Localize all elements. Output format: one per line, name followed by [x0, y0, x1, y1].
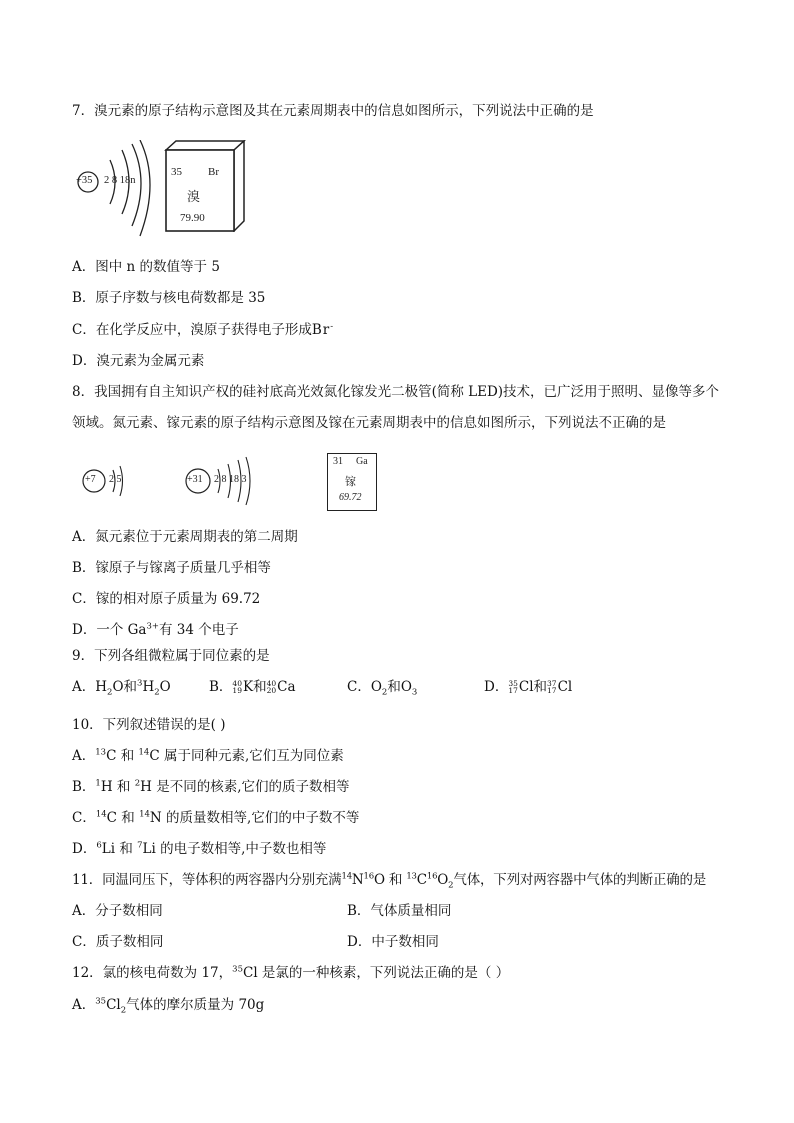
q10-d-s2: 7 — [137, 840, 143, 851]
q9-d-m1: 35 — [508, 678, 518, 688]
q10-stem: 10．下列叙述错误的是( ) — [72, 717, 226, 733]
q9-c-sub2: 2 — [381, 687, 388, 698]
q12-p1: 12．氯的核电荷数为 17， — [72, 965, 233, 981]
q7-option-c-charge: - — [330, 321, 334, 332]
br-atomic-number: 35 — [171, 166, 182, 178]
q8-stem: 8．我国拥有自主知识产权的硅衬底高光效氮化镓发光二极管(简称 LED)技术，已广泛用于照明、显像等多个领域。氮元素、镓元素的原子结构示意图及镓在元素周期表中的信息如图所示，下列说法不正确的是 — [72, 384, 720, 431]
q10-c-t2: N 的质量数相等,它们的中子数不等 — [149, 810, 360, 826]
q11-option-a: A．分子数相同 — [72, 903, 163, 919]
q9-c-o3: O — [400, 679, 412, 695]
q11-stem — [72, 870, 706, 890]
ga-periodic-cell — [327, 453, 377, 511]
q9-a-label: A． — [72, 679, 96, 695]
q9-a-h: H — [95, 679, 108, 695]
q9-b-iso1 — [232, 680, 242, 694]
q12-s1: 35 — [232, 964, 243, 975]
ga-shell-labels: 2 8 18 3 — [214, 474, 247, 485]
q11-s1: 14 — [341, 871, 352, 882]
ga-atom-diagram — [184, 456, 264, 506]
q10-d-p: D． — [72, 841, 97, 857]
q9-d-s1: Cl — [518, 679, 534, 695]
q7-option-b: B．原子序数与核电荷数都是 35 — [72, 290, 266, 306]
br-shell-labels: 2 8 18n — [104, 175, 136, 186]
q7-stem: 7．溴元素的原子结构示意图及其在元素周期表中的信息如图所示，下列说法中正确的是 — [72, 103, 594, 119]
q12-option-a — [72, 995, 264, 1015]
q10-a-s1: 13 — [95, 747, 107, 758]
ga-name: 镓 — [345, 476, 356, 488]
q10-option-d — [72, 839, 326, 859]
q9-b-z2: 20 — [266, 685, 277, 695]
q10-b-p: B． — [72, 779, 96, 795]
q7-option-c — [72, 320, 333, 340]
q10-option-a — [72, 746, 344, 766]
q7-option-d: D．溴元素为金属元素 — [72, 353, 205, 369]
br-name: 溴 — [187, 189, 201, 204]
q11-t1: N — [351, 872, 364, 888]
q11-t3: C — [416, 872, 427, 888]
q9-d-and: 和 — [533, 679, 548, 695]
q12-a-sub: 2 — [120, 1005, 127, 1016]
q11-s4: 16 — [426, 871, 438, 882]
q8-option-d — [72, 620, 239, 640]
q10-option-b — [72, 777, 349, 797]
q9-a-sub2: 2 — [154, 687, 160, 698]
q8-option-d-charge: 3+ — [146, 621, 159, 632]
q10-a-t2: C 属于同种元素,它们互为同位素 — [149, 748, 344, 764]
q11-option-c: C．质子数相同 — [72, 934, 164, 950]
q9-d-m2: 37 — [547, 678, 557, 688]
q11-p1: 11．同温同压下，等体积的两容器内分别充满 — [72, 872, 342, 888]
q9-c-and: 和 — [387, 679, 401, 695]
q11-s3: 13 — [406, 871, 417, 882]
q10-option-c — [72, 808, 359, 828]
ga-atomic-mass: 69.72 — [339, 492, 362, 503]
br-periodic-cell — [164, 140, 246, 232]
q9-d-label: D． — [484, 679, 509, 695]
q9-c-label: C． — [347, 679, 371, 695]
ga-nucleus-label: +31 — [187, 474, 203, 485]
q9-c-sub3: 3 — [411, 687, 418, 698]
q9-b-z1: 19 — [232, 685, 242, 695]
q12-stem — [72, 963, 509, 983]
q10-c-s2: 14 — [139, 809, 150, 820]
q12-t1: Cl 是氯的一种核素，下列说法正确的是（ ） — [242, 965, 510, 981]
q9-option-c — [347, 677, 417, 697]
q8-option-d-pre: D．一个 Ga — [72, 622, 147, 638]
q9-a-sub: 2 — [107, 687, 113, 698]
q11-option-b: B．气体质量相同 — [347, 903, 452, 919]
q9-option-d — [484, 677, 572, 697]
q8-option-a: A．氮元素位于元素周期表的第二周期 — [72, 529, 298, 545]
q10-c-p: C． — [72, 810, 96, 826]
q10-d-s1: 6 — [96, 840, 102, 851]
q11-option-d: D．中子数相同 — [347, 934, 439, 950]
q10-a-t1: C 和 — [106, 748, 139, 764]
br-atom-diagram — [72, 140, 162, 240]
q10-b-s1: 1 — [95, 778, 101, 789]
q9-d-iso2 — [547, 680, 557, 694]
br-atomic-mass: 79.90 — [180, 212, 205, 224]
q9-a-h2: H — [142, 679, 155, 695]
q9-option-b — [209, 677, 296, 697]
q10-b-t1: H 和 — [100, 779, 135, 795]
q9-a-o2: O — [159, 679, 171, 695]
q9-b-m2: 40 — [266, 678, 277, 688]
q9-stem: 9．下列各组微粒属于同位素的是 — [72, 648, 270, 664]
q9-b-and: 和 — [253, 679, 267, 695]
q10-b-s2: 2 — [134, 778, 141, 789]
q9-b-label: B． — [209, 679, 233, 695]
q10-c-s1: 14 — [95, 809, 107, 820]
q11-t2: O 和 — [373, 872, 407, 888]
q10-a-s2: 14 — [138, 747, 150, 758]
q12-a-p: A． — [72, 997, 96, 1013]
q10-c-t1: C 和 — [106, 810, 140, 826]
q10-d-t1: Li 和 — [101, 841, 138, 857]
br-symbol: Br — [208, 166, 219, 178]
q10-b-t2: H 是不同的核素,它们的质子数相等 — [140, 779, 350, 795]
q9-b-s1: K — [242, 679, 254, 695]
q9-d-z1: 17 — [508, 685, 518, 695]
q9-c-o2: O — [370, 679, 382, 695]
q11-s2: 16 — [363, 871, 374, 882]
q11-sub: 2 — [448, 880, 454, 891]
ga-symbol: Ga — [356, 456, 368, 467]
q12-a-sup: 35 — [95, 996, 107, 1007]
q8-option-d-post: 有 34 个电子 — [158, 622, 239, 638]
n-atom-diagram — [78, 458, 136, 504]
q9-d-z2: 17 — [547, 685, 557, 695]
q9-a-and: 和 — [123, 679, 138, 695]
q12-a-t1: Cl — [106, 997, 121, 1013]
q11-t4: O — [437, 872, 449, 888]
q8-option-b: B．镓原子与镓离子质量几乎相等 — [72, 560, 271, 576]
q7-option-c-text: C．在化学反应中，溴原子获得电子形成 — [72, 322, 312, 338]
ga-atomic-number: 31 — [333, 456, 343, 467]
q9-d-s2: Cl — [557, 679, 573, 695]
q11-p2: 气体，下列对两容器中气体的判断正确的是 — [453, 872, 707, 888]
q9-b-iso2 — [267, 680, 277, 694]
q9-b-s2: Ca — [277, 679, 296, 695]
q9-d-iso1 — [508, 680, 518, 694]
q12-a-t2: 气体的摩尔质量为 70g — [126, 997, 265, 1013]
n-shell-labels: 2 5 — [109, 474, 122, 485]
q9-b-m1: 40 — [232, 678, 242, 688]
br-nucleus-label: +35 — [76, 175, 93, 186]
q9-a-o: O — [112, 679, 124, 695]
q9-option-a — [72, 677, 171, 697]
n-nucleus-label: +7 — [85, 474, 96, 485]
q8-option-c: C．镓的相对原子质量为 69.72 — [72, 591, 261, 607]
q10-a-p: A． — [72, 748, 96, 764]
q7-option-a: A．图中 n 的数值等于 5 — [72, 259, 220, 275]
q9-a-sup: 3 — [137, 678, 143, 689]
q7-option-c-ion: Br — [311, 322, 331, 338]
q10-d-t2: Li 的电子数相等,中子数也相等 — [142, 841, 327, 857]
